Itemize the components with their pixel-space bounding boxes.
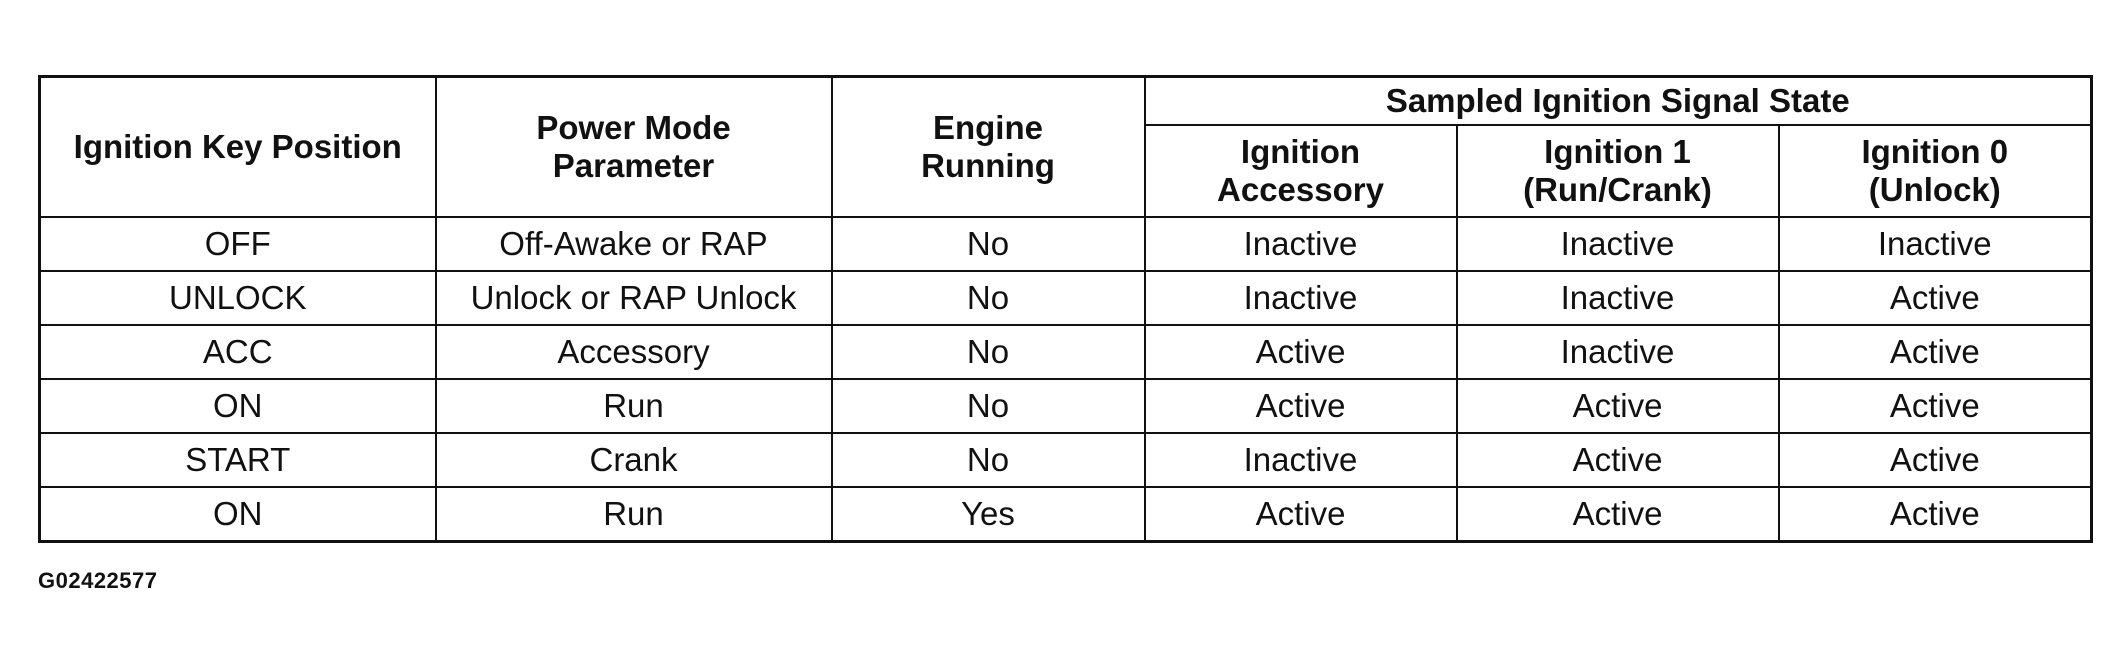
table-row [40,379,2092,433]
cell-power-mode: Off-Awake or RAP [436,217,832,271]
cell-power-mode: Unlock or RAP Unlock [436,271,832,325]
cell-engine-running: No [832,217,1145,271]
cell-ignition-accessory: Inactive [1145,433,1457,487]
cell-key-position: OFF [40,217,436,271]
table-row [40,271,2092,325]
table-row [40,433,2092,487]
ignition-state-table-container [38,75,2090,543]
cell-ignition-0: Inactive [1779,217,2092,271]
cell-ignition-1: Active [1457,433,1779,487]
cell-ignition-0: Active [1779,325,2092,379]
cell-engine-running: No [832,379,1145,433]
cell-engine-running: Yes [832,487,1145,542]
header-sampled-ignition-signal-state: Sampled Ignition Signal State [1145,77,2092,126]
table-row [40,325,2092,379]
cell-ignition-1: Inactive [1457,217,1779,271]
cell-engine-running: No [832,433,1145,487]
table-row [40,487,2092,542]
cell-engine-running: No [832,271,1145,325]
cell-power-mode: Run [436,487,832,542]
cell-key-position: ON [40,487,436,542]
cell-ignition-accessory: Active [1145,325,1457,379]
cell-ignition-accessory: Inactive [1145,271,1457,325]
header-ignition-key-position: Ignition Key Position [40,77,436,218]
cell-ignition-accessory: Inactive [1145,217,1457,271]
cell-key-position: START [40,433,436,487]
header-power-mode-parameter: Power Mode Parameter [436,77,832,218]
table-row [40,217,2092,271]
header-ignition-1: Ignition 1 (Run/Crank) [1457,125,1779,217]
cell-engine-running: No [832,325,1145,379]
cell-ignition-1: Inactive [1457,271,1779,325]
cell-key-position: UNLOCK [40,271,436,325]
header-ignition-0: Ignition 0 (Unlock) [1779,125,2092,217]
cell-ignition-0: Active [1779,487,2092,542]
figure-code: G02422577 [38,568,158,593]
header-engine-running: Engine Running [832,77,1145,218]
cell-ignition-0: Active [1779,271,2092,325]
cell-ignition-1: Inactive [1457,325,1779,379]
cell-ignition-accessory: Active [1145,379,1457,433]
header-row-1 [40,77,2092,126]
cell-ignition-0: Active [1779,379,2092,433]
header-ignition-accessory: Ignition Accessory [1145,125,1457,217]
cell-power-mode: Crank [436,433,832,487]
cell-key-position: ACC [40,325,436,379]
cell-ignition-1: Active [1457,379,1779,433]
cell-ignition-accessory: Active [1145,487,1457,542]
cell-power-mode: Run [436,379,832,433]
cell-power-mode: Accessory [436,325,832,379]
cell-ignition-0: Active [1779,433,2092,487]
cell-ignition-1: Active [1457,487,1779,542]
ignition-state-table [38,75,2093,543]
cell-key-position: ON [40,379,436,433]
